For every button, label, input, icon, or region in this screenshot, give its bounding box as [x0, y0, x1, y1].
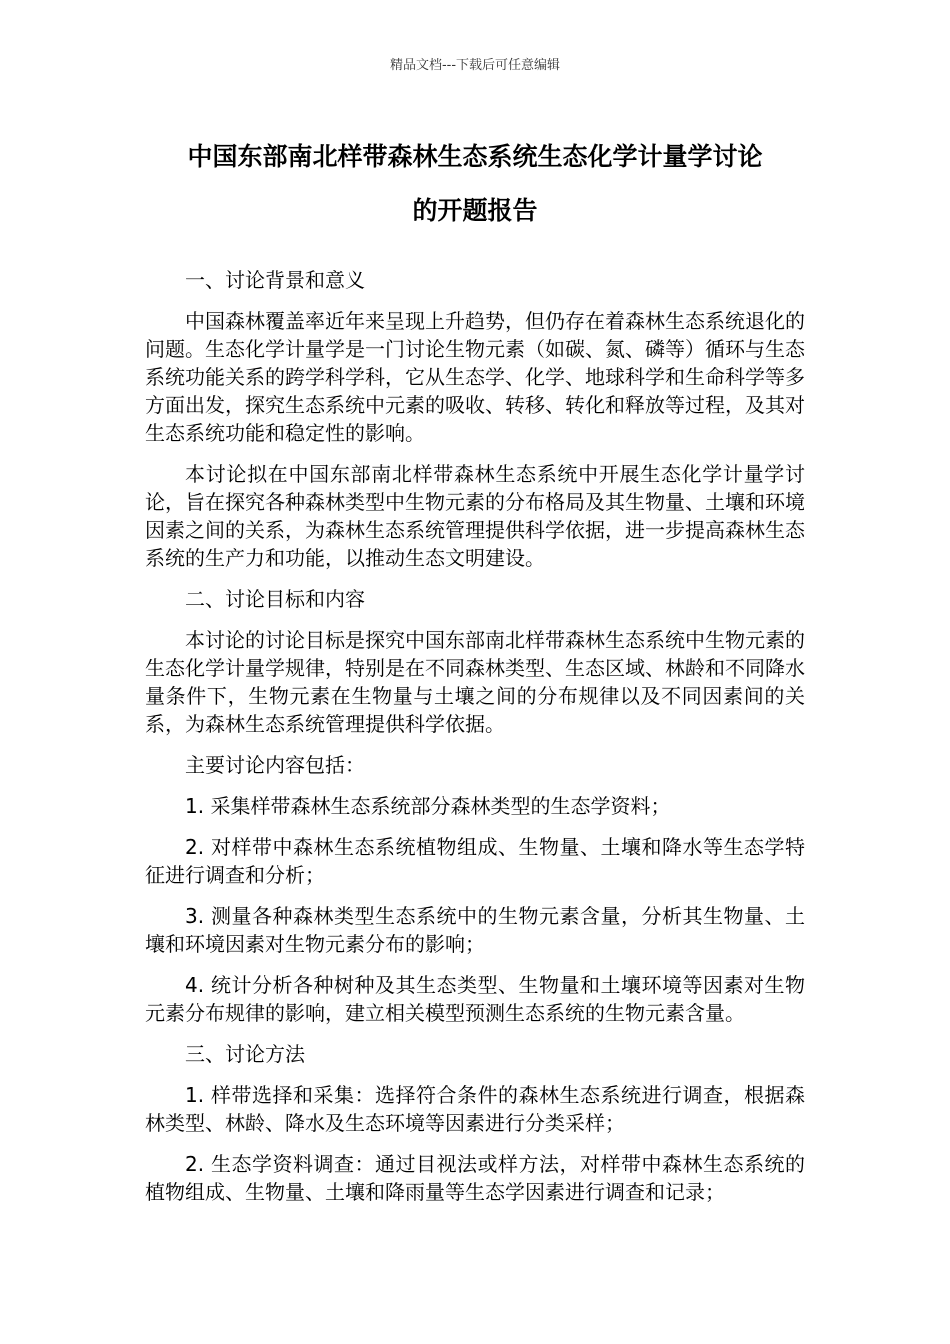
methods-list-item-1: 1. 样带选择和采集：选择符合条件的森林生态系统进行调查，根据森林类型、林龄、降水及生态环境等因素进行分类采样；: [145, 1083, 805, 1135]
paragraph-goals: 本讨论的讨论目标是探究中国东部南北样带森林生态系统中生物元素的生态化学计量学规律，特别是在不同森林类型、生态区域、林龄和不同降水量条件下，生物元素在生物量与土壤之间的分布规律以及不同因素间的关系，为森林生态系统管理提供科学依据。: [145, 628, 805, 736]
paragraph-background-1: 中国森林覆盖率近年来呈现上升趋势，但仍存在着森林生态系统退化的问题。生态化学计量学是一门讨论生物元素（如碳、氮、磷等）循环与生态系统功能关系的跨学科学科，它从生态学、化学、地球科学和生命科学等多方面出发，探究生态系统中元素的吸收、转移、转化和释放等过程，及其对生态系统功能和稳定性的影响。: [145, 309, 805, 445]
content-list-item-4: 4. 统计分析各种树种及其生态类型、生物量和土壤环境等因素对生物元素分布规律的影响，建立相关模型预测生态系统的生物元素含量。: [145, 973, 805, 1025]
title-line-2: 的开题报告: [412, 196, 538, 225]
content-list-item-2: 2. 对样带中森林生态系统植物组成、生物量、土壤和降水等生态学特征进行调查和分析；: [145, 835, 805, 887]
document-title: [140, 130, 810, 238]
content-list-intro: 主要讨论内容包括：: [185, 753, 365, 777]
content-list-item-3: 3. 测量各种森林类型生态系统中的生物元素含量，分析其生物量、土壤和环境因素对生物元素分布的影响；: [145, 904, 805, 956]
section-heading-background: 一、讨论背景和意义: [185, 268, 365, 292]
content-list-item-1: 1. 采集样带森林生态系统部分森林类型的生态学资料；: [185, 794, 671, 818]
title-line-1: 中国东部南北样带森林生态系统生态化学计量学讨论: [187, 142, 763, 171]
document-body: [145, 266, 805, 1219]
section-heading-methods: 三、讨论方法: [185, 1042, 305, 1066]
paragraph-background-2: 本讨论拟在中国东部南北样带森林生态系统中开展生态化学计量学讨论，旨在探究各种森林类型中生物元素的分布格局及其生物量、土壤和环境因素之间的关系，为森林生态系统管理提供科学依据，进一步提高森林生态系统的生产力和功能，以推动生态文明建设。: [145, 462, 805, 570]
section-heading-goals: 二、讨论目标和内容: [185, 587, 365, 611]
methods-list-item-2: 2. 生态学资料调查：通过目视法或样方法，对样带中森林生态系统的植物组成、生物量、土壤和降雨量等生态学因素进行调查和记录；: [145, 1152, 805, 1204]
header-note: 精品文档---下载后可任意编辑: [389, 58, 561, 73]
